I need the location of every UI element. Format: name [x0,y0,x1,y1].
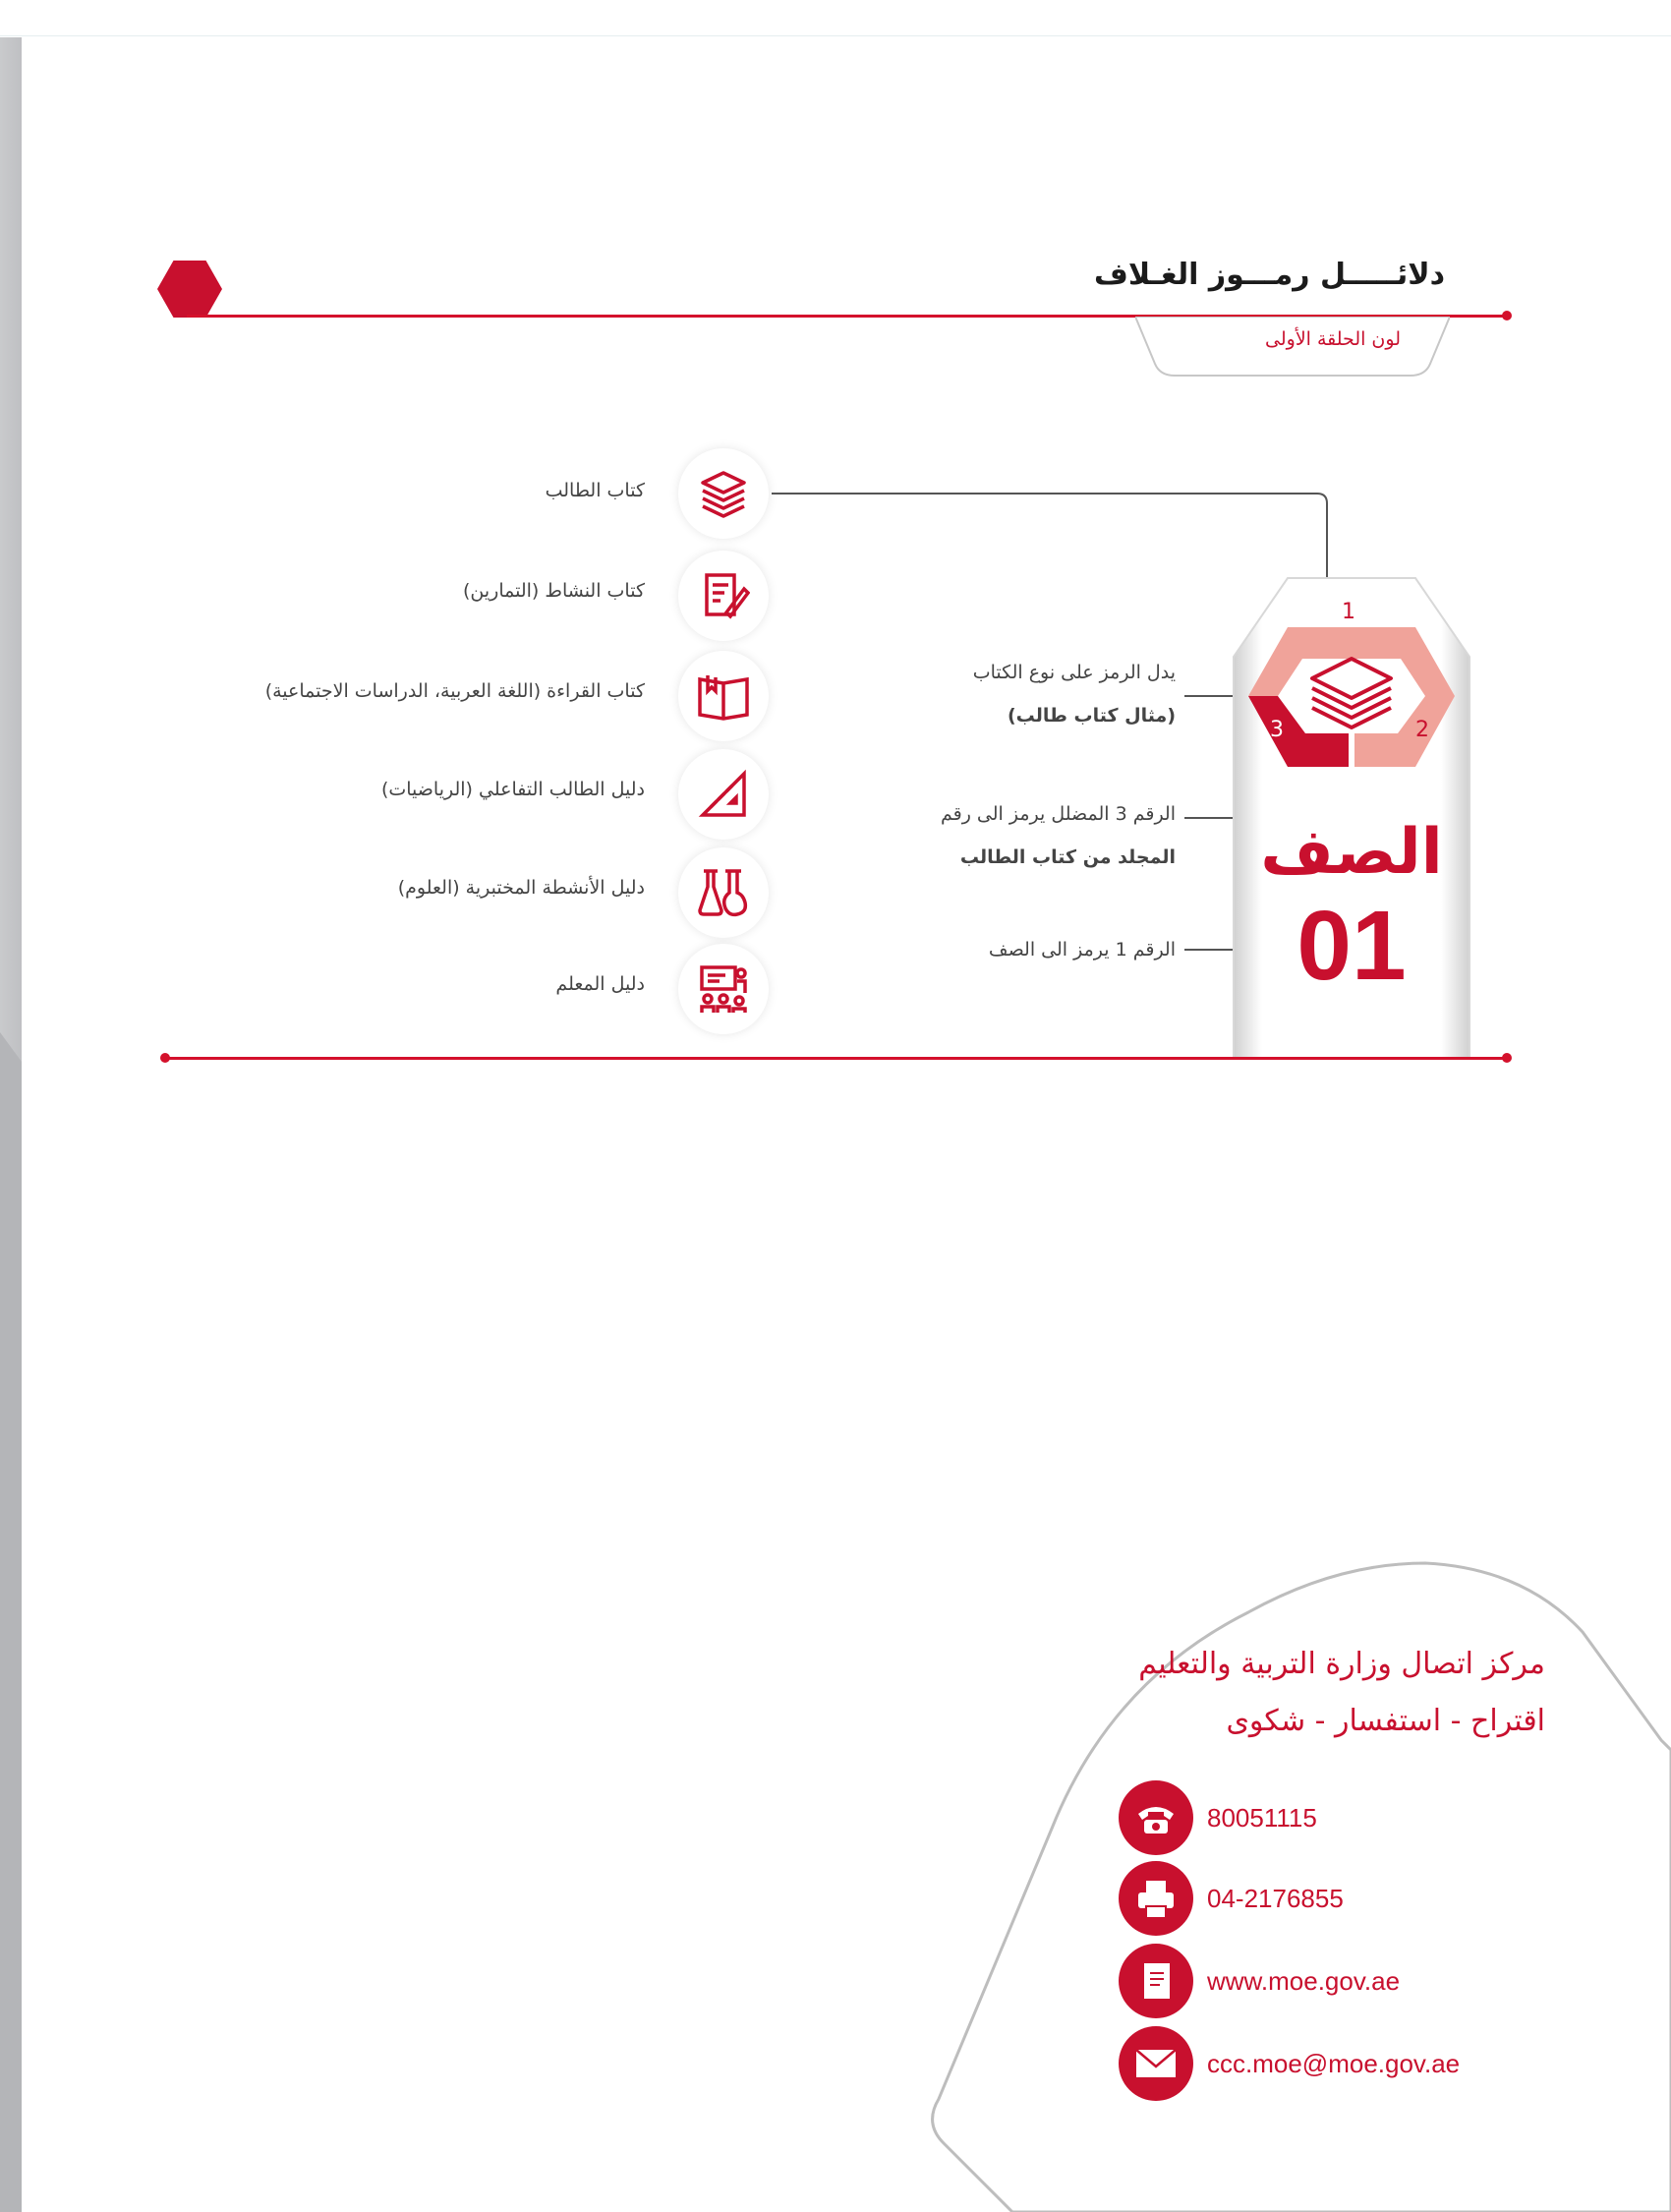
left-edge-bar-dark [0,1032,22,2212]
book-type-label: دليل الأنشطة المختبرية (العلوم) [397,877,645,899]
contact-website[interactable]: www.moe.gov.ae [1207,1965,1401,1996]
badge-grade-number: 01 [1296,891,1407,1001]
callout-symbol-line2: (مثال كتاب طالب) [1007,705,1176,727]
contact-email[interactable]: ccc.moe@moe.gov.ae [1207,2048,1461,2078]
book-type-label: كتاب النشاط (التمارين) [463,580,645,602]
page-title: دلائـــــل رمـــوز الغـلاف [1094,258,1445,292]
callout-symbol-line1: يدل الرمز على نوع الكتاب [972,662,1176,683]
page-subtitle: لون الحلقة الأولى [1265,328,1401,350]
fax-icon [1119,1861,1193,1936]
badge-seg-3: 3 [1270,718,1284,742]
contact-fax[interactable]: 04-2176855 [1207,1883,1344,1913]
contact-subtitle: اقتراح - استفسار - شكوى [1226,1704,1545,1738]
contact-phone-row [1119,1779,1317,1856]
contact-email-row [1119,2025,1460,2102]
book-type-label: كتاب القراءة (اللغة العربية، الدراسات الاجتماعية) [264,680,645,702]
book-type-label: دليل الطالب التفاعلي (الرياضيات) [380,779,645,800]
contact-fax-row [1119,1860,1344,1937]
badge-seg-2: 2 [1415,718,1429,742]
contact-website-row [1119,1943,1400,2019]
callout-volume-line2: المجلد من كتاب الطالب [959,846,1176,868]
contact-phone[interactable]: 80051115 [1207,1802,1317,1833]
section-bottom-rule [165,1057,1507,1060]
callout-symbol [822,651,1176,737]
callout-grade: الرقم 1 يرمز الى الصف [988,939,1176,960]
phone-icon [1119,1780,1193,1855]
book-type-label: كتاب الطالب [545,480,645,501]
bottom-rule-dot-right [1502,1053,1512,1063]
contact-title: مركز اتصال وزارة التربية والتعليم [1138,1647,1545,1681]
callout-volume [822,792,1176,879]
bottom-rule-dot-left [160,1053,170,1063]
badge-grade-word: الصف [1260,816,1443,889]
web-page-icon [1119,1944,1193,2018]
envelope-icon [1119,2026,1193,2101]
badge-seg-1: 1 [1342,600,1355,624]
callout-volume-line1: الرقم 3 المضلل يرمز الى رقم [940,803,1176,825]
book-type-label: دليل المعلم [555,973,645,995]
